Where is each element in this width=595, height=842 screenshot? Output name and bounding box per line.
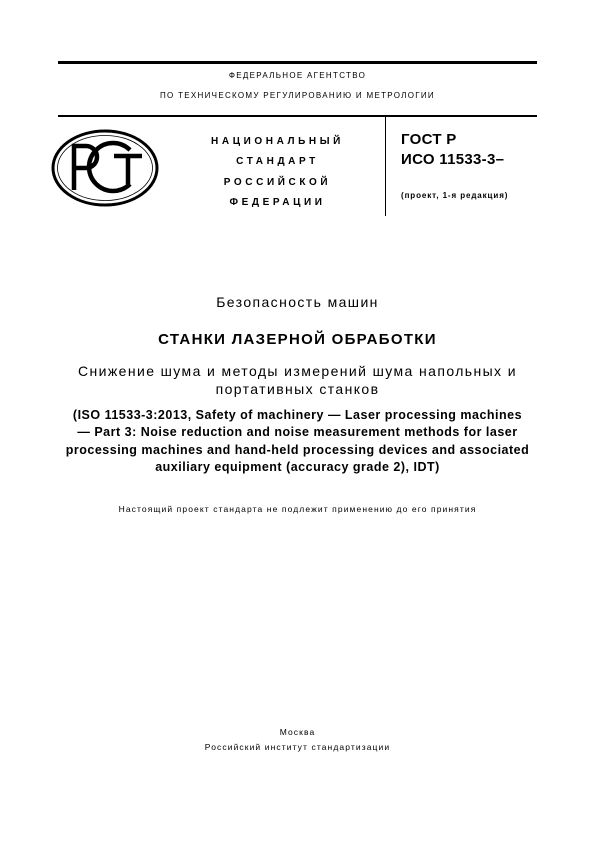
national-standard-label: [195, 132, 360, 214]
group-title: Безопасность машин: [216, 294, 379, 310]
edition-note: (проект, 1-я редакция): [401, 191, 509, 200]
designation-line-1: ГОСТ Р: [401, 131, 457, 148]
subtitle: [0, 363, 595, 398]
designation-line-2: ИСО 11533-3–: [401, 151, 505, 168]
draft-notice: Настоящий проект стандарта не подлежит применению до его принятия: [118, 504, 477, 514]
subtitle-line: Снижение шума и методы измерений шума напольных и: [78, 363, 517, 379]
main-title: СТАНКИ ЛАЗЕРНОЙ ОБРАБОТКИ: [158, 331, 437, 348]
national-standard-line: НАЦИОНАЛЬНЫЙ: [211, 136, 344, 147]
national-standard-line: ФЕДЕРАЦИИ: [229, 197, 326, 209]
agency-line-2: ПО ТЕХНИЧЕСКОМУ РЕГУЛИРОВАНИЮ И МЕТРОЛОГИИ: [160, 91, 435, 100]
original-reference-line: processing machines and hand-held processing devices and associated: [65, 442, 530, 457]
standard-designation: [401, 130, 504, 170]
original-reference-line: auxiliary equipment (accuracy grade 2), IDT): [155, 460, 440, 475]
agency-line-1: ФЕДЕРАЛЬНОЕ АГЕНТСТВО: [228, 71, 367, 80]
header-divider: [385, 117, 386, 216]
gost-r-logo-icon: [50, 128, 160, 208]
top-rule: [58, 61, 537, 64]
original-standard-reference: [0, 407, 595, 477]
original-reference-line: — Part 3: Noise reduction and noise measurement methods for laser: [77, 425, 518, 440]
original-reference-line: (ISO 11533-3:2013, Safety of machinery — Laser processing machines: [72, 408, 523, 422]
national-standard-line: СТАНДАРТ: [236, 156, 319, 168]
header-rule: [58, 115, 537, 117]
imprint-publisher: Российский институт стандартизации: [204, 742, 391, 752]
national-standard-line: РОССИЙСКОЙ: [223, 176, 332, 188]
subtitle-line: портативных станков: [215, 380, 380, 397]
imprint-city: Москва: [279, 727, 316, 737]
